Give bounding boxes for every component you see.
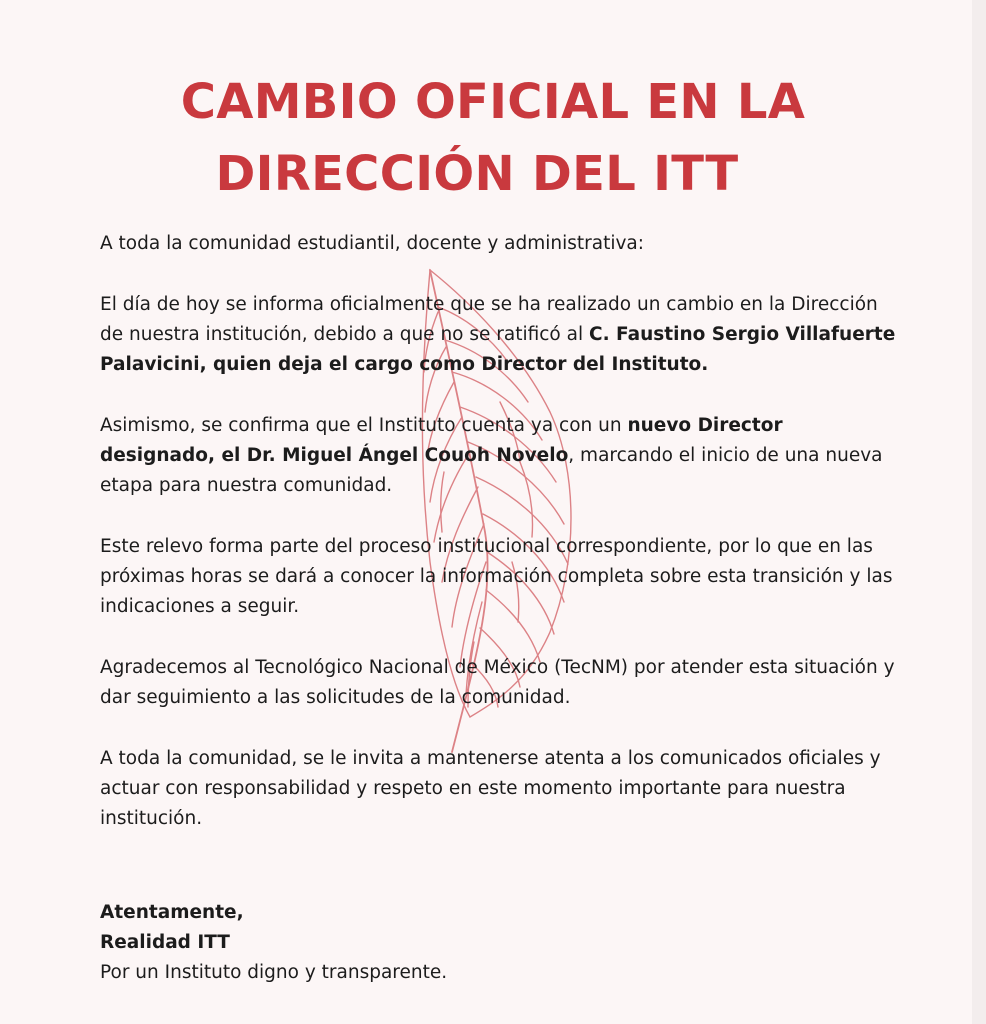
paragraph-new-director (100, 411, 900, 501)
paragraph-new-director-text-after: , marcando el inicio de una nueva etapa para nuestra comunidad. (100, 445, 883, 496)
signature-motto: Por un Instituto digno y transparente. (100, 962, 448, 983)
former-director-name: C. Faustino Sergio Villafuerte Palavicini, quien deja el cargo como Director del Instituto. (100, 324, 896, 375)
title-line-1: CAMBIO OFICIAL EN LA (180, 74, 806, 130)
title-line-2: DIRECCIÓN DEL ITT (215, 146, 739, 202)
paragraph-director-change-text: El día de hoy se informa oficialmente que se ha realizado un cambio en la Dirección de nuestra institución, debido a que no se ratificó al (100, 294, 878, 345)
greeting-paragraph: A toda la comunidad estudiantil, docente y administrativa: (100, 233, 645, 254)
signature-closing: Atentamente, (100, 902, 244, 923)
paragraph-director-change (100, 290, 900, 380)
announcement-title (0, 66, 986, 210)
paragraph-transition-process: Este relevo forma parte del proceso institucional correspondiente, por lo que en las próximas horas se dará a conocer la información completa sobre esta transición y las indicaciones a seguir. (100, 536, 893, 617)
paragraph-thanks-tecnm: Agradecemos al Tecnológico Nacional de México (TecNM) por atender esta situación y dar seguimiento a las solicitudes de la comunidad. (100, 657, 895, 708)
paragraph-community-invitation: A toda la comunidad, se le invita a mantenerse atenta a los comunicados oficiales y actuar con responsabilidad y respeto en este momento importante para nuestra institución. (100, 748, 881, 829)
paragraph-new-director-text-before: Asimismo, se confirma que el Instituto cuenta ya con un (100, 415, 628, 436)
announcement-body (100, 229, 900, 865)
signature-organization: Realidad ITT (100, 932, 230, 953)
signature-block (100, 898, 447, 988)
new-director-name: nuevo Director designado, el Dr. Miguel Ángel Couoh Novelo (100, 415, 783, 466)
